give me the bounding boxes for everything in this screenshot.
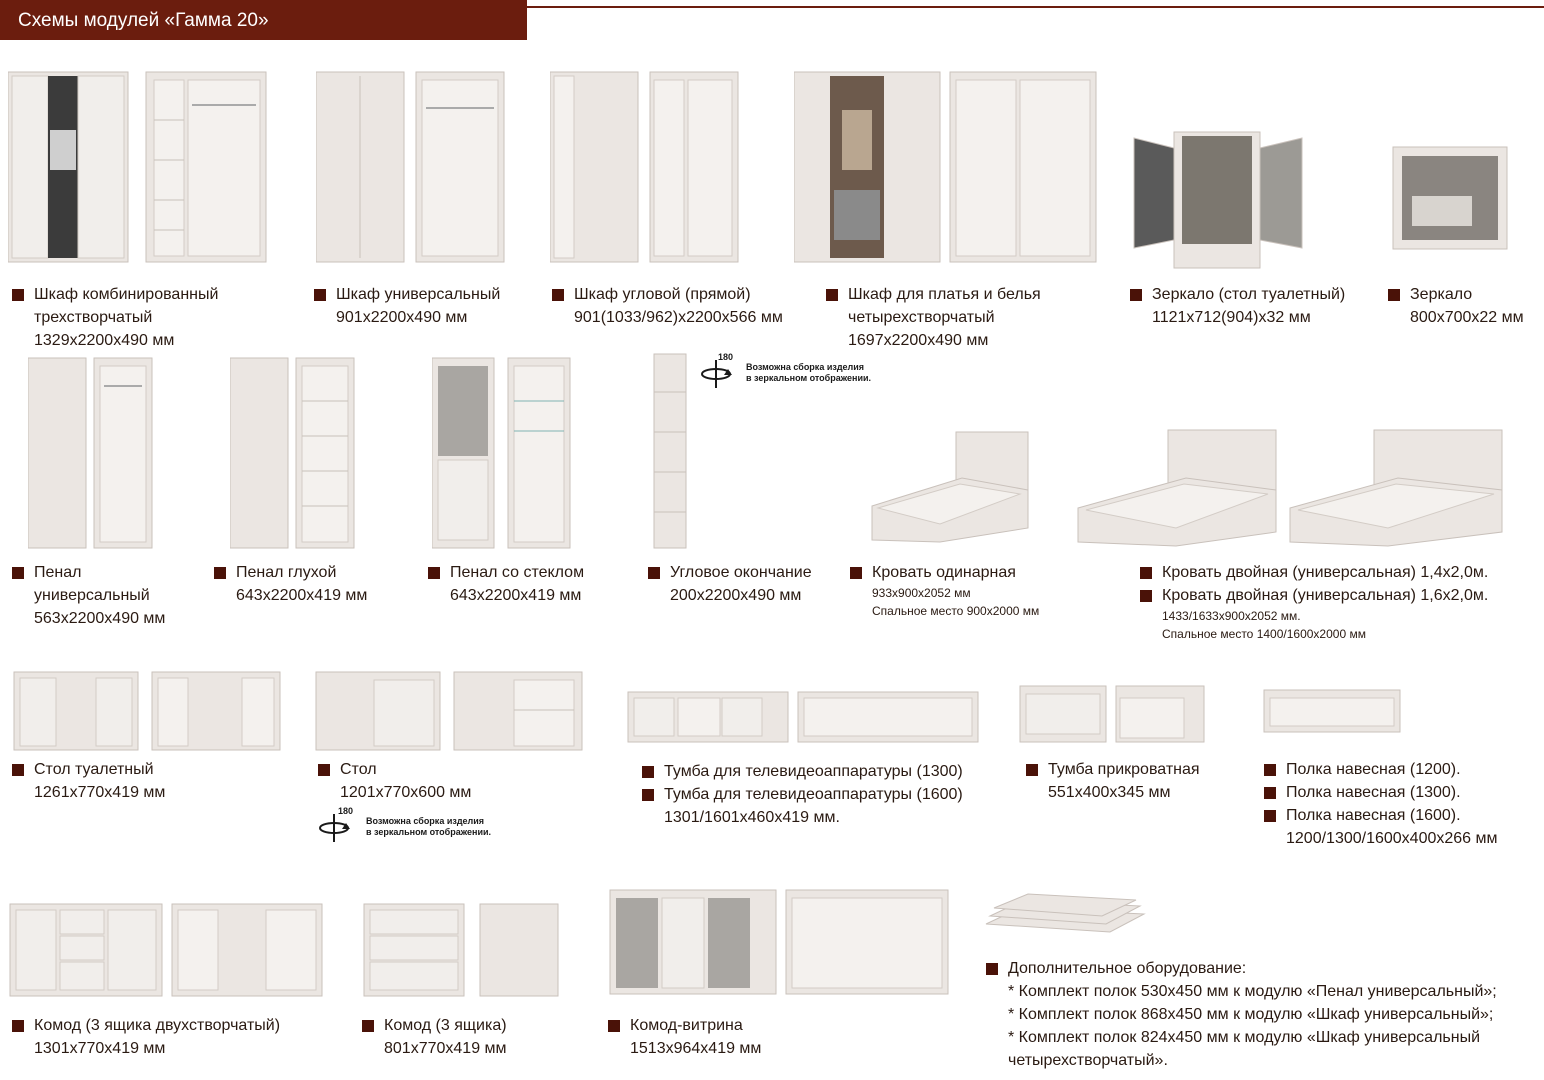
caption-wardrobe-four-door: Шкаф для платья и белья четырехстворчатый 1697х2200х490 мм [826, 283, 1041, 352]
caption-tv-stand: Тумба для телевидеоаппаратуры (1300) Тумба для телевидеоаппаратуры (1600) 1301/1601х460х419 мм. [642, 760, 963, 829]
chest-combo-image [8, 900, 326, 1000]
caption-corner-end: Угловое окончание 200х2200х490 мм [648, 561, 812, 607]
wardrobe-combined-image [8, 70, 268, 266]
penal-closed-image [230, 356, 360, 552]
caption-mirror: Зеркало 800х700х22 мм [1388, 283, 1524, 329]
chest-three-image [362, 900, 562, 1000]
penal-universal-image [28, 356, 158, 552]
caption-nightstand: Тумба прикроватная 551х400х345 мм [1026, 758, 1200, 804]
caption-wardrobe-combined: Шкаф комбинированный трехстворчатый 1329х2200х490 мм [12, 283, 218, 352]
desk-image [314, 670, 586, 754]
caption-penal-closed: Пенал глухой 643х2200х419 мм [214, 561, 367, 607]
wardrobe-corner-image [550, 70, 740, 266]
caption-extras: Дополнительное оборудование: * Комплект полок 530х450 мм к модулю «Пенал универсальный»; * Комплект полок 868х450 мм к модулю «Шкаф универсальный»; * Комплект полок 824х450 мм к модулю «Шкаф универсальный четырехстворчатый». [986, 957, 1497, 1072]
corner-end-image [652, 352, 688, 550]
mirror-table-image [1130, 130, 1308, 270]
penal-glass-image [432, 356, 576, 552]
caption-penal-glass: Пенал со стеклом 643х2200х419 мм [428, 561, 584, 607]
caption-wall-shelf: Полка навесная (1200). Полка навесная (1300). Полка навесная (1600). 1200/1300/1600х400х266 мм [1264, 758, 1498, 850]
caption-wardrobe-universal: Шкаф универсальный 901х2200х490 мм [314, 283, 500, 329]
bed-single-image [870, 428, 1034, 546]
mirror-note-desk: 180 [338, 806, 354, 816]
caption-wardrobe-corner: Шкаф угловой (прямой) 901(1033/962)х2200х566 мм [552, 283, 783, 329]
caption-chest-showcase: Комод-витрина 1513х964х419 мм [608, 1014, 761, 1060]
bed-double-14-image [1076, 428, 1282, 548]
caption-desk: Стол 1201х770х600 мм [318, 758, 471, 804]
caption-bed-double: Кровать двойная (универсальная) 1,4х2,0м. Кровать двойная (универсальная) 1,6х2,0м. 1433/1633х900х2052 мм. Спальное место 1400/1600х2000 мм [1140, 561, 1488, 643]
page-title: Схемы модулей «Гамма 20» [18, 10, 269, 31]
caption-penal-universal: Пенал универсальный 563х2200х490 мм [12, 561, 165, 630]
mirror-image [1392, 146, 1508, 250]
mirror-note: 180 [718, 352, 734, 362]
wardrobe-four-door-image [794, 70, 1100, 266]
caption-mirror-table: Зеркало (стол туалетный) 1121х712(904)х32 мм [1130, 283, 1345, 329]
caption-dressing-table: Стол туалетный 1261х770х419 мм [12, 758, 165, 804]
nightstand-image [1018, 684, 1208, 744]
header-rule [527, 6, 1544, 8]
chest-showcase-image [608, 886, 952, 998]
mirror-note-desk-text: Возможна сборка изделия в зеркальном отображении. [366, 816, 492, 837]
wardrobe-universal-image [316, 70, 506, 266]
mirror-note-text: Возможна сборка изделия в зеркальном отображении. [746, 362, 872, 383]
caption-chest-combo: Комод (3 ящика двухстворчатый) 1301х770х419 мм [12, 1014, 280, 1060]
tv-stand-image [626, 688, 982, 746]
dressing-table-image [12, 670, 284, 754]
caption-bed-single: Кровать одинарная 933х900х2052 мм Спальное место 900х2000 мм [850, 561, 1039, 620]
extra-shelves-image [984, 892, 1146, 938]
caption-chest-three: Комод (3 ящика) 801х770х419 мм [362, 1014, 507, 1060]
bed-double-16-image [1288, 428, 1506, 548]
wall-shelf-image [1262, 686, 1402, 736]
